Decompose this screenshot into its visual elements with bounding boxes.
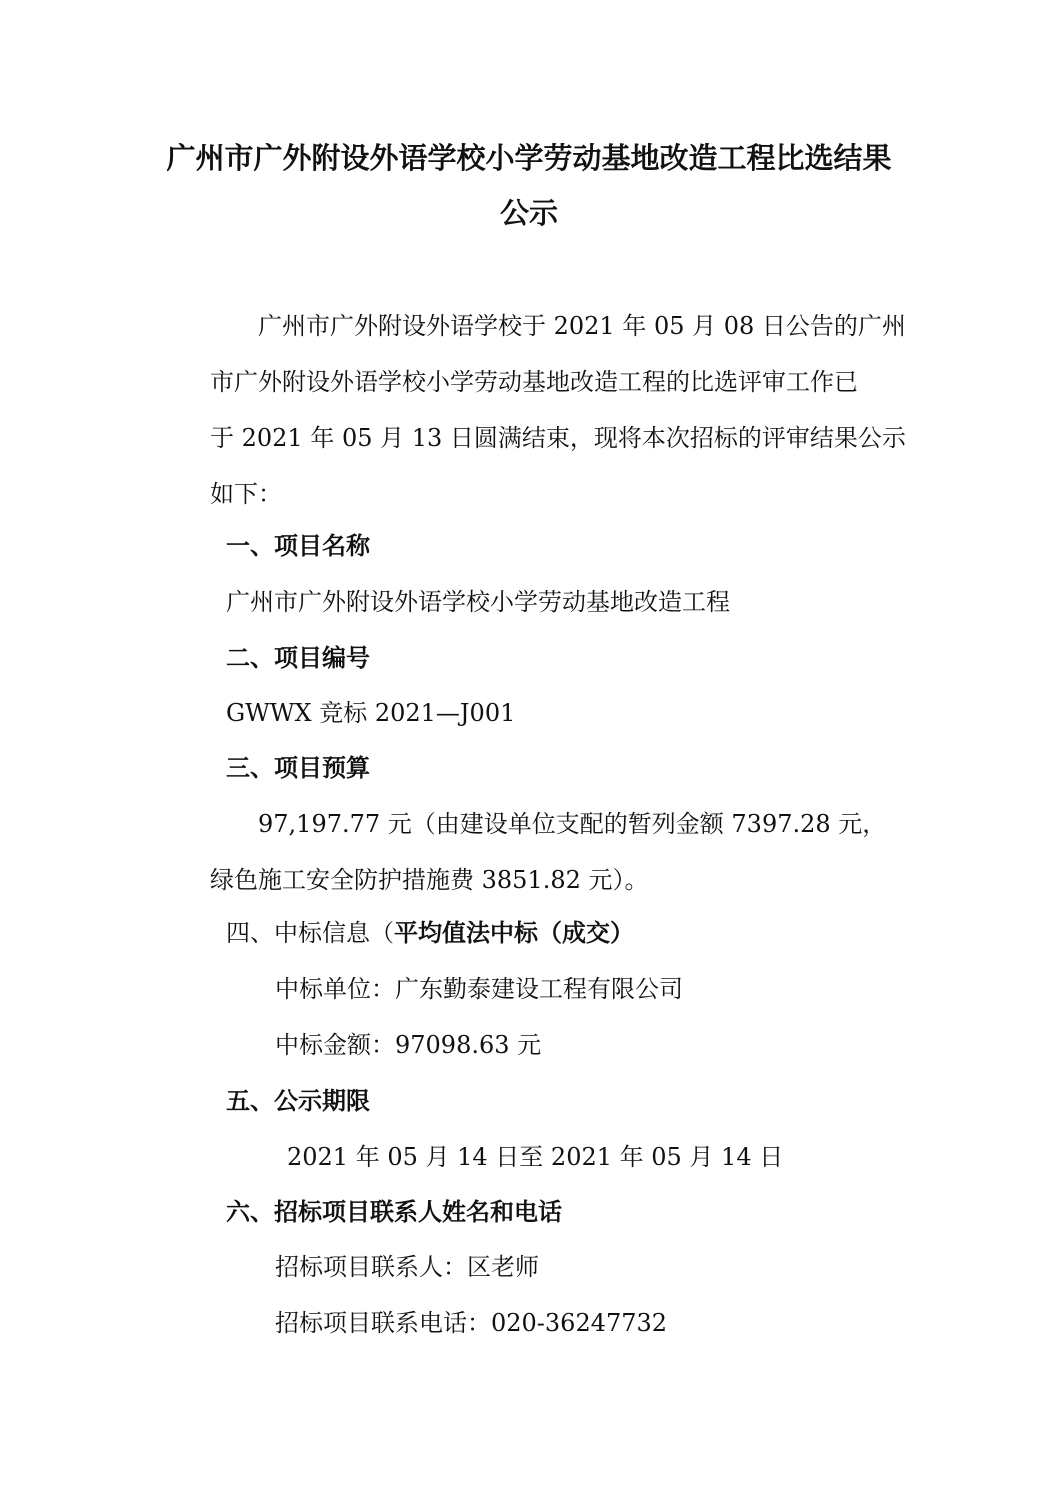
section-project-name-heading: 一、项目名称 xyxy=(226,532,370,560)
winning-amount: 中标金额：97098.63 元 xyxy=(275,1031,542,1059)
project-number-value: GWWX 竞标 2021—J001 xyxy=(226,699,516,727)
contact-person: 招标项目联系人：区老师 xyxy=(275,1253,539,1281)
intro-line-4: 如下： xyxy=(210,480,282,508)
document-title-line-1: 广州市广外附设外语学校小学劳动基地改造工程比选结果 xyxy=(166,141,892,175)
intro-line-2: 市广外附设外语学校小学劳动基地改造工程的比选评审工作已 xyxy=(210,368,858,396)
budget-line-2: 绿色施工安全防护措施费 3851.82 元）。 xyxy=(210,866,649,894)
intro-line-1: 广州市广外附设外语学校于 2021 年 05 月 08 日公告的广州 xyxy=(258,312,906,340)
project-name-value: 广州市广外附设外语学校小学劳动基地改造工程 xyxy=(226,588,730,616)
intro-line-3: 于 2021 年 05 月 13 日圆满结束，现将本次招标的评审结果公示 xyxy=(210,424,906,452)
notice-period-value: 2021 年 05 月 14 日至 2021 年 05 月 14 日 xyxy=(287,1143,784,1171)
winning-unit: 中标单位：广东勤泰建设工程有限公司 xyxy=(275,975,683,1003)
section-notice-period-heading: 五、公示期限 xyxy=(226,1087,370,1115)
section-winning-info-heading xyxy=(226,917,634,949)
section-budget-heading: 三、项目预算 xyxy=(226,754,370,782)
section-project-number-heading: 二、项目编号 xyxy=(226,644,370,672)
budget-line-1: 97,197.77 元（由建设单位支配的暂列金额 7397.28 元， xyxy=(258,810,887,838)
contact-phone: 招标项目联系电话：020-36247732 xyxy=(275,1309,668,1337)
section-contact-heading: 六、招标项目联系人姓名和电话 xyxy=(226,1198,562,1226)
document-title-line-2: 公示 xyxy=(499,196,558,230)
winning-info-heading-method: 平均值法中标（成交） xyxy=(394,919,634,947)
winning-info-heading-prefix: 四、中标信息（ xyxy=(226,919,394,947)
